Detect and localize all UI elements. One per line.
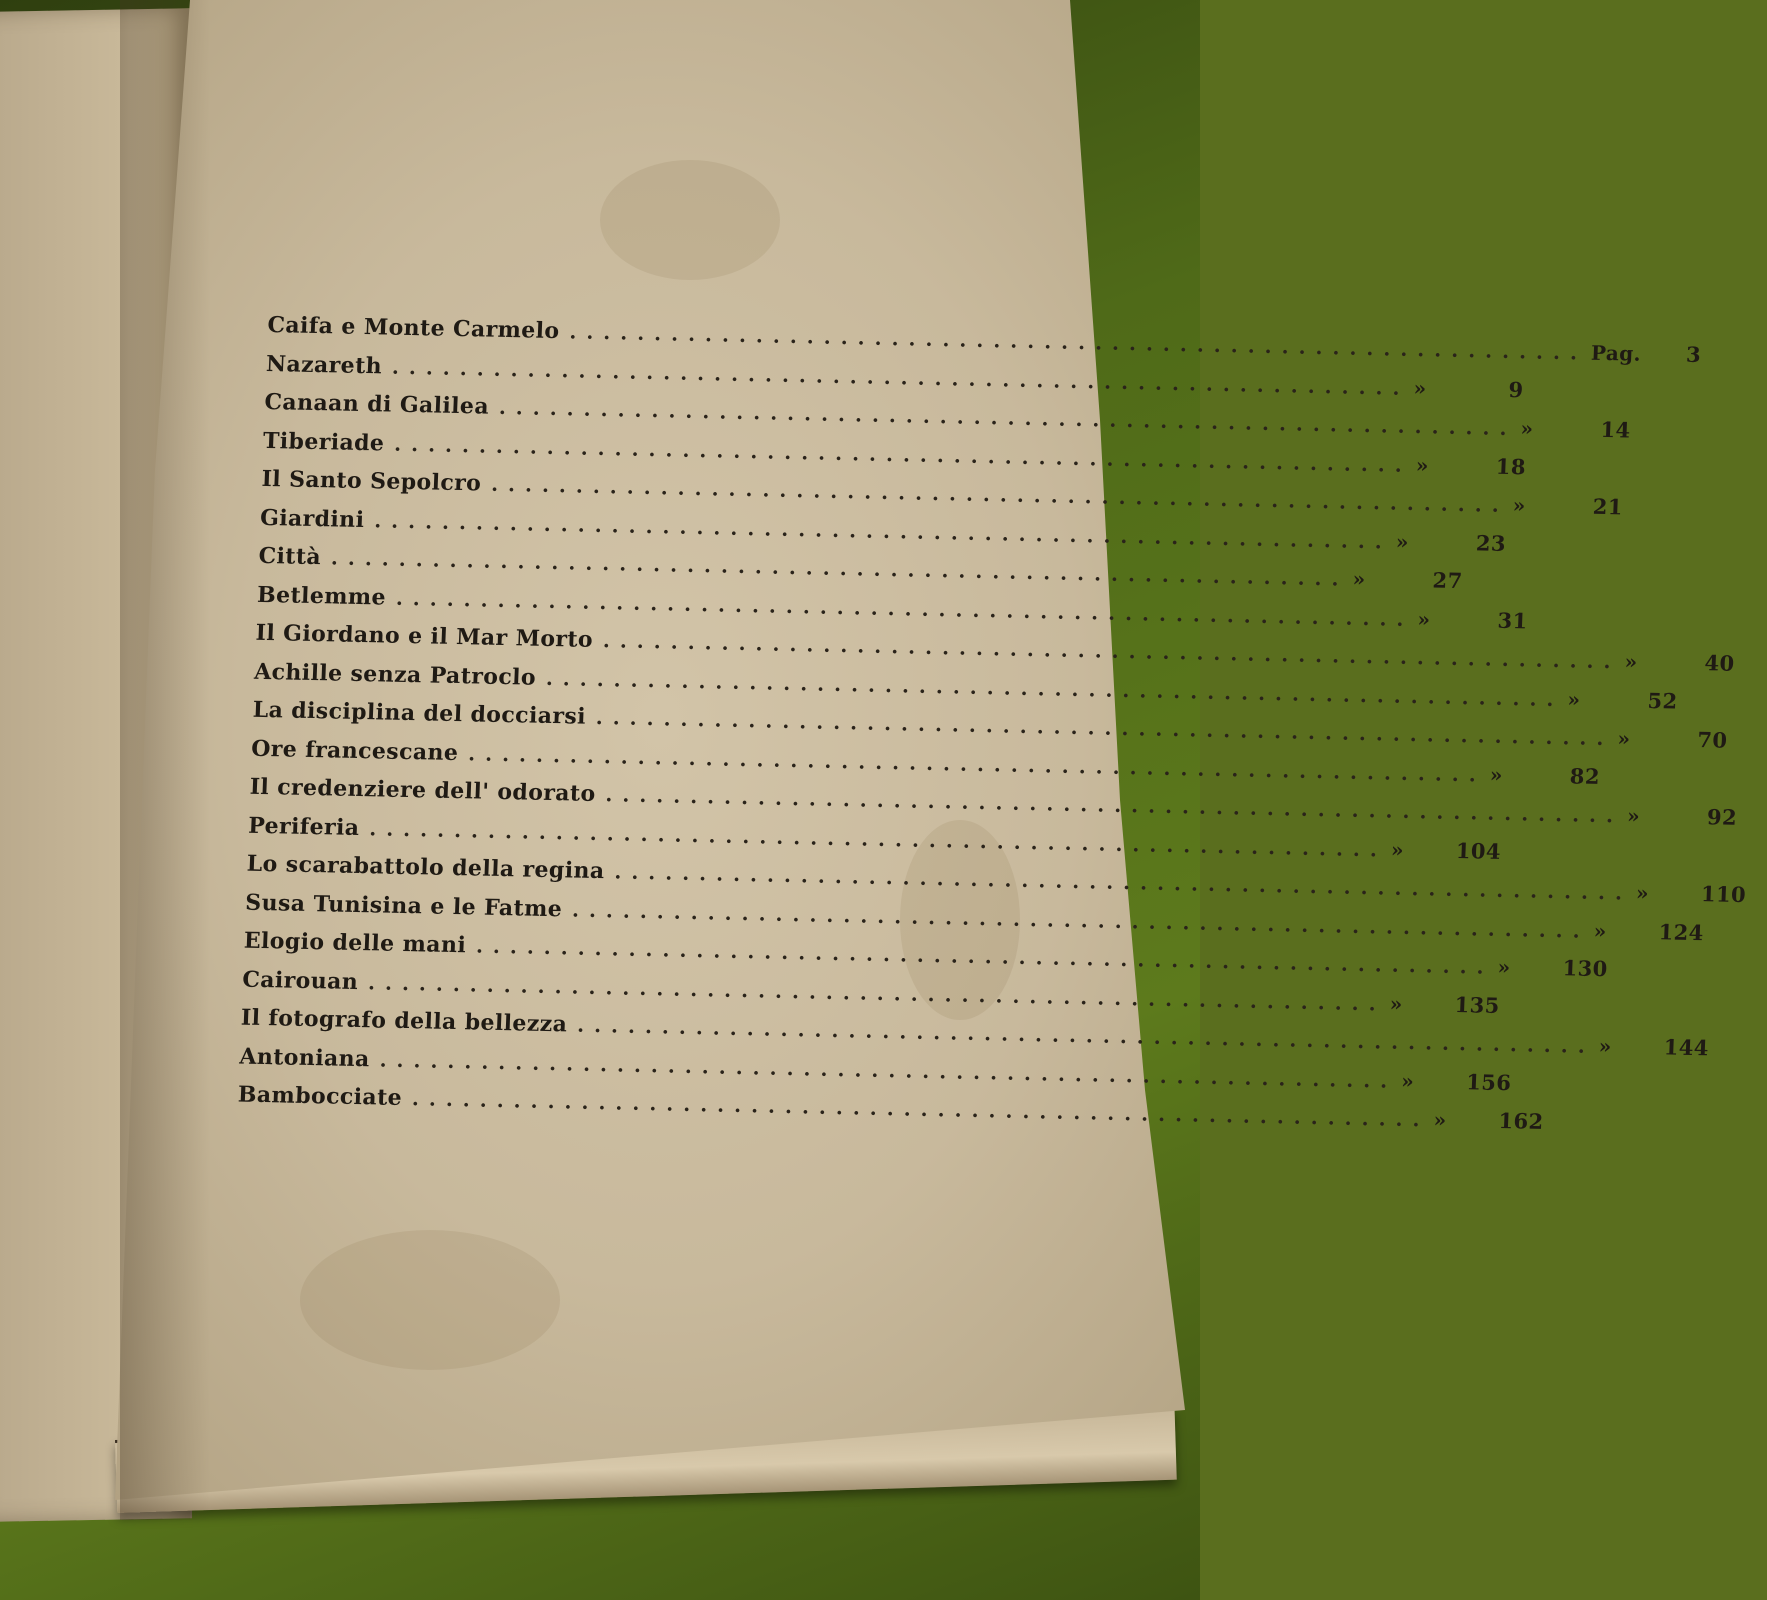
toc-entry-title: Il fotografo della bellezza bbox=[240, 1004, 568, 1038]
toc-entry-page: 162 bbox=[1498, 1107, 1545, 1134]
toc-entry-title: Antoniana bbox=[238, 1043, 371, 1072]
ditto-mark: » bbox=[1352, 566, 1366, 592]
toc-entry-page: 82 bbox=[1569, 762, 1601, 789]
toc-entry-page: 23 bbox=[1475, 529, 1507, 556]
dot-leader: ............................................................ bbox=[571, 897, 1591, 943]
toc-entry-page: 135 bbox=[1454, 991, 1501, 1018]
toc-entry-page: 130 bbox=[1562, 955, 1609, 982]
ditto-mark: » bbox=[1389, 991, 1404, 1016]
ditto-mark: » bbox=[1417, 606, 1431, 631]
ditto-mark: » bbox=[1497, 954, 1512, 980]
dot-leader: ............................................................ bbox=[576, 1012, 1596, 1058]
table-of-contents bbox=[235, 312, 1747, 1186]
toc-entry-page: 40 bbox=[1704, 650, 1736, 676]
toc-entry-page: 92 bbox=[1706, 804, 1738, 830]
ditto-mark: » bbox=[1593, 918, 1608, 943]
toc-entry-page: 124 bbox=[1658, 918, 1705, 945]
toc-entry-page: 3 bbox=[1685, 341, 1702, 368]
dot-leader: ............................................................ bbox=[411, 1086, 1431, 1132]
ditto-mark: » bbox=[1617, 726, 1631, 751]
ditto-mark: » bbox=[1390, 837, 1405, 862]
toc-entry-title: Il Santo Sepolcro bbox=[261, 465, 482, 497]
toc-entry-title: Tiberiade bbox=[262, 427, 385, 456]
dot-leader: ............................................................ bbox=[368, 815, 1388, 862]
toc-entry-page: 31 bbox=[1497, 607, 1529, 633]
toc-entry-title: Città bbox=[258, 542, 322, 571]
ditto-mark: » bbox=[1512, 493, 1527, 518]
dot-leader: ............................................................ bbox=[475, 933, 1495, 979]
toc-entry-title: Canaan di Galilea bbox=[264, 388, 490, 420]
toc-entry-title: Bambocciate bbox=[237, 1081, 403, 1111]
toc-entry-page: 18 bbox=[1495, 453, 1527, 479]
toc-entry-page: 27 bbox=[1432, 567, 1464, 594]
ditto-mark: » bbox=[1433, 1107, 1447, 1132]
dot-leader: ............................................................ bbox=[602, 628, 1622, 674]
toc-entry-title: Elogio delle mani bbox=[243, 927, 467, 959]
ditto-mark: » bbox=[1598, 1034, 1613, 1059]
dot-leader: ............................................................ bbox=[330, 545, 1350, 591]
toc-entry-title: Cairouan bbox=[241, 966, 359, 995]
toc-entry-page: 21 bbox=[1592, 493, 1624, 520]
toc-entry-title: Giardini bbox=[259, 504, 365, 533]
toc-entry-page: 9 bbox=[1508, 376, 1525, 402]
ditto-mark: » bbox=[1489, 762, 1504, 787]
toc-entry-page: 52 bbox=[1647, 687, 1679, 714]
dot-leader: ............................................................ bbox=[367, 969, 1387, 1016]
toc-entry-title: Periferia bbox=[247, 812, 360, 841]
dot-leader: ............................................................ bbox=[498, 394, 1518, 441]
dot-leader: ............................................................ bbox=[614, 859, 1633, 905]
toc-entry-title: La disciplina del docciarsi bbox=[252, 696, 587, 730]
toc-entry-title: Achille senza Patroclo bbox=[253, 658, 537, 691]
toc-entry-title: Susa Tunisina e le Fatme bbox=[244, 889, 563, 922]
dot-leader: ............................................................ bbox=[467, 740, 1487, 787]
ditto-mark: » bbox=[1624, 649, 1638, 674]
dot-leader: ............................................................ bbox=[391, 354, 1411, 400]
dot-leader: ............................................................ bbox=[395, 585, 1415, 631]
ditto-mark: » bbox=[1626, 803, 1641, 828]
ditto-mark: » bbox=[1413, 375, 1427, 400]
dot-leader: ............................................................ bbox=[393, 431, 1413, 477]
toc-entry-title: Il credenziere dell' odorato bbox=[249, 773, 597, 807]
toc-entry-page: 156 bbox=[1465, 1068, 1512, 1095]
toc-entry-title: Il Giordano e il Mar Morto bbox=[255, 619, 594, 653]
ditto-mark: » bbox=[1395, 529, 1410, 554]
dot-leader: ............................................................ bbox=[605, 782, 1624, 828]
dot-leader: ............................................................ bbox=[373, 507, 1393, 554]
toc-entry-title: Caifa e Monte Carmelo bbox=[267, 312, 560, 345]
toc-entry-title: Ore francescane bbox=[250, 735, 459, 766]
dot-leader: ............................................................ bbox=[379, 1047, 1398, 1093]
ditto-mark: » bbox=[1567, 686, 1581, 712]
toc-entry-page: 110 bbox=[1700, 881, 1747, 908]
toc-entry-title: Lo scarabattolo della regina bbox=[246, 850, 606, 885]
toc-entry-title: Nazareth bbox=[265, 350, 383, 379]
toc-entry-page: 70 bbox=[1696, 727, 1728, 753]
pag-label: Pag. bbox=[1590, 340, 1642, 366]
toc-entry-page: 144 bbox=[1663, 1034, 1710, 1061]
ditto-mark: » bbox=[1415, 452, 1430, 477]
ditto-mark: » bbox=[1520, 416, 1534, 441]
toc-entry-title: Betlemme bbox=[256, 581, 387, 611]
dot-leader: ............................................................ bbox=[490, 471, 1510, 518]
toc-entry-page: 104 bbox=[1455, 837, 1502, 864]
dot-leader: ............................................................ bbox=[569, 319, 1588, 365]
toc-entry-page: 14 bbox=[1600, 416, 1632, 443]
dot-leader: ............................................................ bbox=[595, 704, 1614, 751]
dot-leader: ............................................................ bbox=[545, 665, 1564, 711]
ditto-mark: » bbox=[1400, 1068, 1415, 1093]
ditto-mark: » bbox=[1635, 880, 1650, 906]
